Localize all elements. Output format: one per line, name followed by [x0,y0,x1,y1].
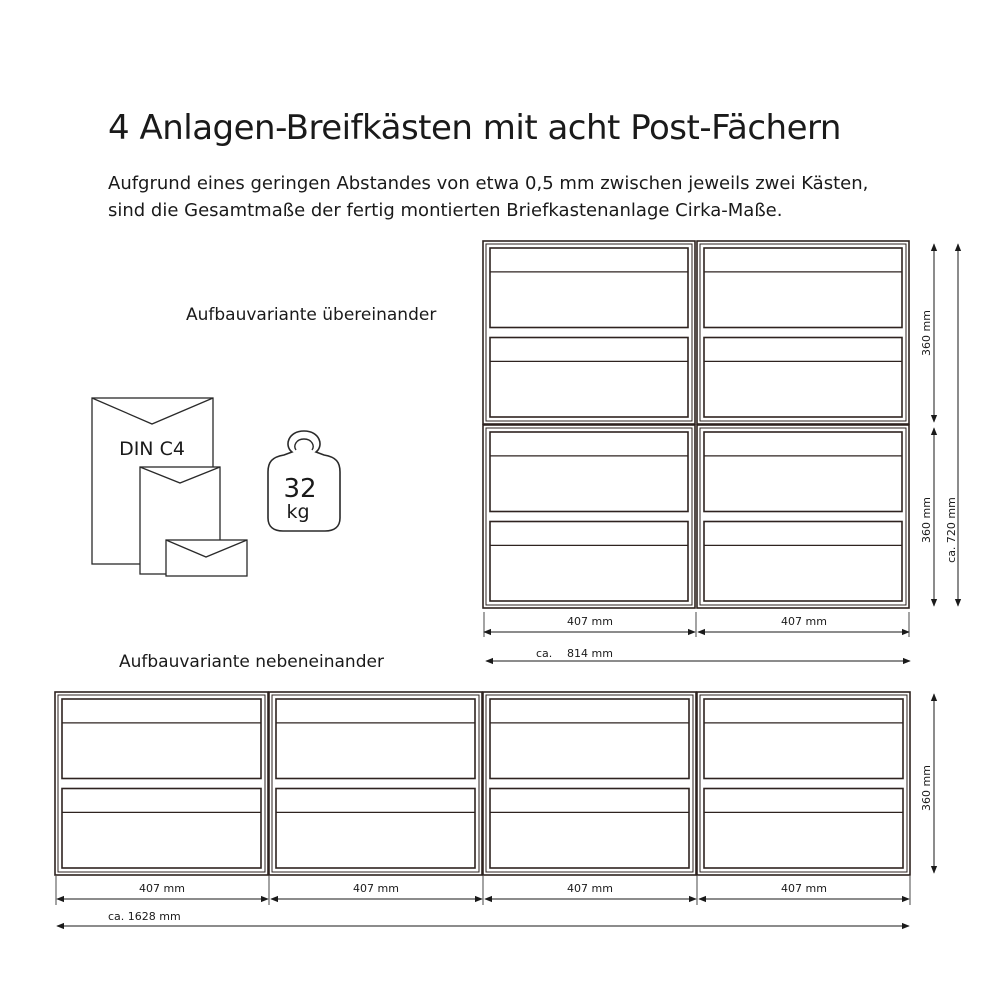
mailbox-unit [483,692,696,875]
row-dim-label-height: 360 mm [920,765,933,811]
mailbox-unit [483,241,695,424]
row-dim-label-2: 407 mm [353,882,399,895]
description-line-2: sind die Gesamtmaße der fertig montierten Briefkastenanlage Cirka-Maße. [108,200,783,221]
mailbox-unit [269,692,482,875]
weight-unit: kg [286,501,310,523]
dim-label-total-width: 814 mm [567,647,613,660]
envelope-c4-label: DIN C4 [119,438,185,460]
mailbox-unit [697,425,909,608]
mailbox-unit [697,241,909,424]
dim-label-total-prefix: ca. [536,647,553,660]
mailbox-unit [55,692,268,875]
mailbox-unit [483,425,695,608]
stacked-variant-label: Aufbauvariante übereinander [186,305,437,325]
row-dim-label-1: 407 mm [139,882,185,895]
dim-label-height-2: 360 mm [920,497,933,543]
envelope-formats-illustration [92,398,247,576]
dim-label-total-height: ca. 720 mm [945,497,958,563]
dim-label-width-2: 407 mm [781,615,827,628]
side-by-side-mailbox-row [55,692,910,875]
side-by-side-variant-label: Aufbauvariante nebeneinander [119,652,384,672]
weight-icon [268,431,340,531]
page-title: 4 Anlagen-Breifkästen mit acht Post-Fächern [108,108,841,148]
row-dim-label-3: 407 mm [567,882,613,895]
envelope-dl-icon [166,540,247,576]
mailbox-unit [697,692,910,875]
dim-label-width-1: 407 mm [567,615,613,628]
weight-value: 32 [283,474,317,504]
row-dim-label-total: ca. 1628 mm [108,910,181,923]
description-line-1: Aufgrund eines geringen Abstandes von etwa 0,5 mm zwischen jeweils zwei Kästen, [108,173,869,194]
row-dim-label-4: 407 mm [781,882,827,895]
dim-label-height-1: 360 mm [920,310,933,356]
stacked-mailbox-grid [483,241,909,608]
